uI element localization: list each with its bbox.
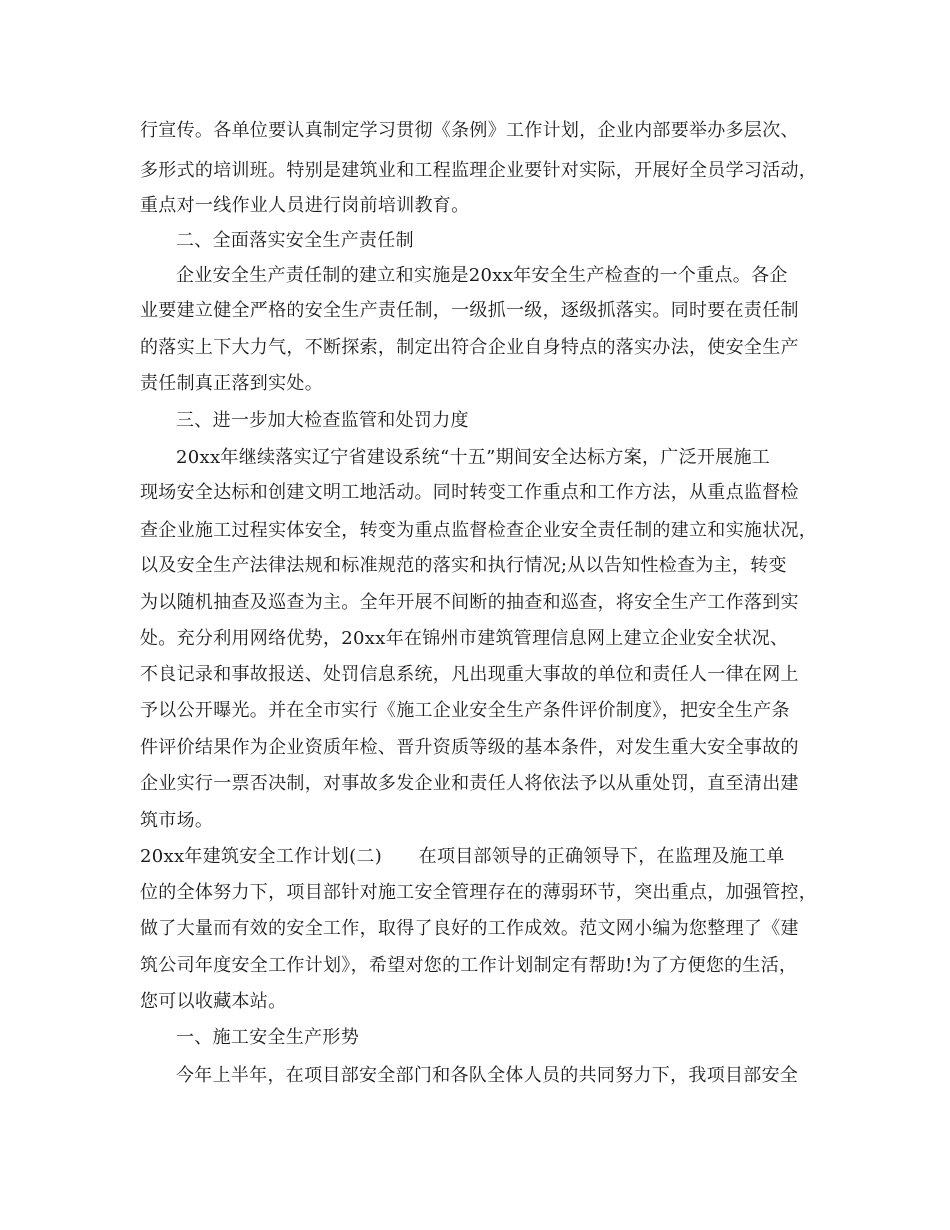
paragraph-line: 重点对一线作业人员进行岗前培训教育。 xyxy=(140,195,470,216)
paragraph-line: 为以随机抽查及巡查为主。全年开展不间断的抽查和巡查，将安全生产工作落到实 xyxy=(140,592,799,613)
section-heading: 二、全面落实安全生产责任制 xyxy=(176,230,414,251)
paragraph-line: 企业安全生产责任制的建立和实施是20xx年安全生产检查的一个重点。各企 xyxy=(176,265,788,286)
paragraph-line: 企业实行一票否决制，对事故多发企业和责任人将依法予以从重处罚，直至清出建 xyxy=(140,773,799,794)
paragraph-line: 的落实上下大力气，不断探索，制定出符合企业自身特点的落实办法，使安全生产 xyxy=(140,337,799,358)
paragraph-line: 您可以收藏本站。 xyxy=(140,991,287,1012)
article-title-line: 20xx年建筑安全工作计划(二) 在项目部领导的正确领导下，在监理及施工单 xyxy=(140,846,785,867)
paragraph-line: 多形式的培训班。特别是建筑业和工程监理企业要针对实际，开展好全员学习活动， xyxy=(140,160,818,181)
paragraph-line: 做了大量而有效的安全工作，取得了良好的工作成效。范文网小编为您整理了《建 xyxy=(140,918,799,939)
paragraph-line: 现场安全达标和创建文明工地活动。同时转变工作重点和工作方法，从重点监督检 xyxy=(140,482,799,503)
paragraph-line: 不良记录和事故报送、处罚信息系统，凡出现重大事故的单位和责任人一律在网上 xyxy=(140,664,799,685)
paragraph-line: 处。充分利用网络优势，20xx年在锦州市建筑管理信息网上建立企业安全状况、 xyxy=(140,628,789,649)
paragraph-line: 件评价结果作为企业资质年检、晋升资质等级的基本条件，对发生重大安全事故的 xyxy=(140,737,799,758)
section-heading: 一、施工安全生产形势 xyxy=(176,1027,359,1048)
paragraph-line: 筑市场。 xyxy=(140,810,214,831)
paragraph-line: 今年上半年，在项目部安全部门和各队全体人员的共同努力下，我项目部安全 xyxy=(176,1065,799,1086)
paragraph-line: 予以公开曝光。并在全市实行《施工企业安全生产条件评价制度》，把安全生产条 xyxy=(140,700,790,721)
paragraph-line: 筑公司年度安全工作计划》，希望对您的工作计划制定有帮助!为了方便您的生活， xyxy=(140,955,798,976)
paragraph-line: 查企业施工过程实体安全，转变为重点监督检查企业安全责任制的建立和实施状况， xyxy=(140,520,818,541)
paragraph-line: 责任制真正落到实处。 xyxy=(140,373,323,394)
paragraph-line: 以及安全生产法律法规和标准规范的落实和执行情况;从以告知性检查为主，转变 xyxy=(140,555,787,576)
paragraph-line: 业要建立健全严格的安全生产责任制，一级抓一级，逐级抓落实。同时要在责任制 xyxy=(140,300,799,321)
paragraph-line: 位的全体努力下，项目部针对施工安全管理存在的薄弱环节，突出重点，加强管控， xyxy=(140,882,818,903)
section-heading: 三、进一步加大检查监管和处罚力度 xyxy=(176,410,469,431)
paragraph-line: 行宣传。各单位要认真制定学习贯彻《条例》工作计划，企业内部要举办多层次、 xyxy=(140,120,799,141)
paragraph-line: 20xx年继续落实辽宁省建设系统“十五”期间安全达标方案，广泛开展施工 xyxy=(176,447,771,468)
